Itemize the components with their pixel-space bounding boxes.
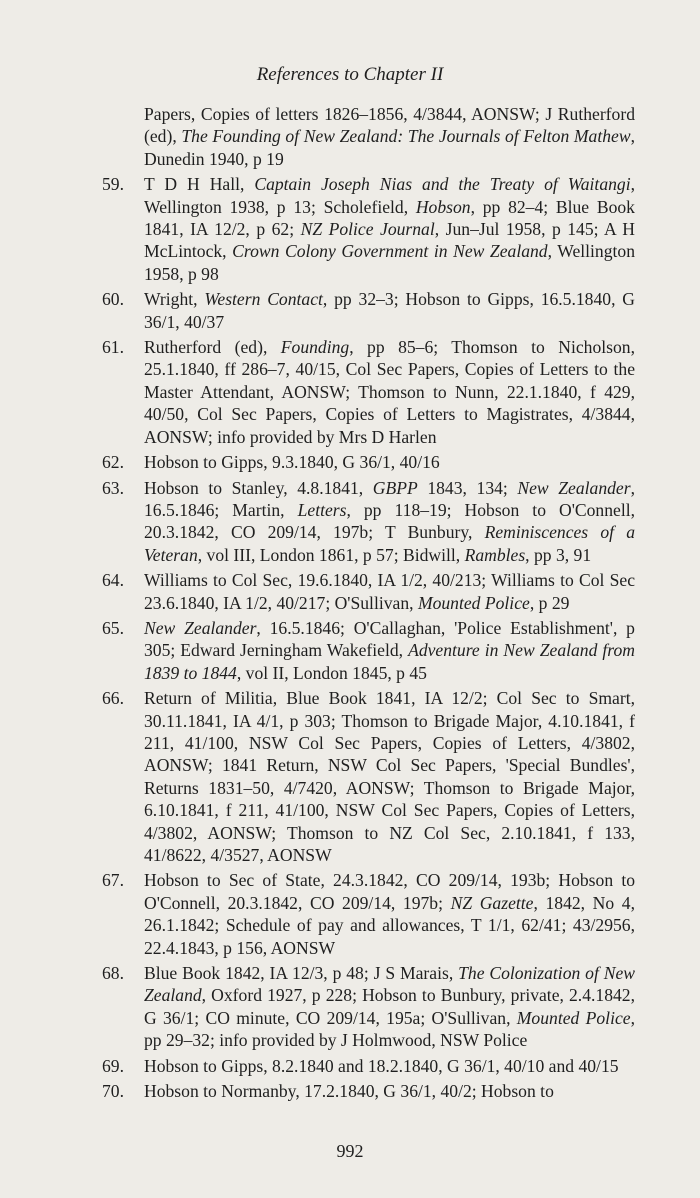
reference-text [144, 336, 635, 448]
reference-segment: Wright, [144, 289, 205, 310]
reference-entry [97, 569, 635, 614]
reference-segment: Williams to Col Sec, 19.6.1840, IA 1/2, 40/213; Williams to Col Sec 23.6.1840, IA 1/2, 40/217; O'Sullivan, [144, 570, 635, 613]
reference-text [144, 288, 635, 333]
reference-text [144, 617, 635, 684]
italic-title: The Colonization of New Zealand [144, 963, 635, 1006]
reference-segment: , Dunedin 1940, p 19 [144, 126, 635, 169]
reference-segment: , Jun–Jul 1958, p 145; A H McLintock, [144, 219, 635, 262]
italic-title: Reminiscences of a Veteran [144, 522, 635, 565]
reference-text [144, 103, 635, 170]
reference-segment: , pp 82–4; Blue Book 1841, IA 12/2, p 62; [144, 196, 635, 240]
page-number: 992 [336, 1141, 364, 1161]
reference-entry [97, 451, 635, 473]
reference-segment: , pp 32–3; Hobson to Gipps, 16.5.1840, G 36/1, 40/37 [144, 289, 635, 332]
reference-number: 62. [102, 452, 124, 473]
reference-entry [97, 617, 635, 684]
italic-title: New Zealander [144, 617, 257, 638]
italic-title: Mounted Police [417, 592, 530, 613]
reference-segment: , 16.5.1846; Martin, [144, 477, 635, 520]
reference-number: 68. [102, 963, 124, 984]
reference-segment: Hobson to Gipps, 9.3.1840, G 36/1, 40/16 [144, 452, 440, 473]
reference-text [144, 1055, 635, 1077]
reference-segment: , 16.5.1846; O'Callaghan, 'Police Establishment', p 305; Edward Jerningham Wakefield, [144, 617, 635, 661]
reference-entry [97, 336, 635, 448]
reference-text [144, 569, 635, 614]
reference-entry [97, 173, 635, 285]
reference-segment: T D H Hall, [144, 174, 255, 195]
reference-segment: Hobson to Normanby, 17.2.1840, G 36/1, 40/2; Hobson to [144, 1081, 554, 1102]
reference-number: 64. [102, 570, 124, 591]
reference-entry [97, 687, 635, 866]
reference-segment: Hobson to Gipps, 8.2.1840 and 18.2.1840, G 36/1, 40/10 and 40/15 [144, 1055, 619, 1076]
italic-title: The Founding of New Zealand: The Journals of Felton Mathew [181, 126, 631, 147]
reference-text [144, 1080, 635, 1102]
reference-text [144, 477, 635, 567]
italic-title: Crown Colony Government in New Zealand [232, 241, 548, 262]
reference-text [144, 962, 635, 1052]
reference-number: 70. [102, 1081, 124, 1102]
reference-segment: Hobson to Stanley, 4.8.1841, [144, 477, 373, 498]
reference-segment: , pp 3, 91 [525, 544, 592, 565]
italic-title: Hobson [415, 196, 471, 217]
reference-number: 65. [102, 617, 124, 638]
italic-title: Captain Joseph Nias and the Treaty of Waitangi [254, 174, 631, 195]
reference-entry [97, 962, 635, 1052]
reference-number: 69. [102, 1055, 124, 1076]
italic-title: Founding [280, 337, 350, 358]
reference-segment: Blue Book 1842, IA 12/3, p 48; J S Marais, [144, 963, 459, 984]
italic-title: Rambles [464, 544, 526, 565]
page-title: References to Chapter II [256, 64, 444, 85]
reference-number: 60. [102, 289, 124, 310]
reference-list [97, 103, 635, 1102]
reference-segment: , vol II, London 1845, p 45 [236, 662, 427, 683]
reference-segment: , Oxford 1927, p 228; Hobson to Bunbury, private, 2.4.1842, G 36/1; CO minute, CO 209/14, 195a; O'Sullivan, [144, 985, 635, 1028]
reference-segment: , pp 118–19; Hobson to O'Connell, 20.3.1842, CO 209/14, 197b; T Bunbury, [144, 499, 635, 543]
reference-entry [97, 103, 635, 170]
reference-segment: , 1842, No 4, 26.1.1842; Schedule of pay and allowances, T 1/1, 62/41; 43/2956, 22.4.1843, p 156, AONSW [144, 892, 635, 958]
italic-title: Western Contact [204, 289, 323, 310]
reference-segment: , Wellington 1958, p 98 [144, 241, 635, 284]
reference-number: 67. [102, 870, 124, 891]
reference-segment: Return of Militia, Blue Book 1841, IA 12/2; Col Sec to Smart, 30.11.1841, IA 4/1, p 303; Thomson to Brigade Major, 4.10.1841, f 211, 41/100, NSW Col Sec Papers, Copies of Letters, 4/3802, AONSW; 1841 Return, NSW Col Sec Papers, 'Special Bundles', Returns 1831–50, 4/7420, AONSW; Thomson to Brigade Major, 6.10.1841, f 211, 41/100, NSW Col Sec Papers, Copies of Letters, 4/3802, AONSW; Thomson to NZ Col Sec, 2.10.1841, f 133, 41/8622, 4/3527, AONSW [144, 688, 635, 865]
reference-number: 66. [102, 688, 124, 709]
reference-segment: , vol III, London 1861, p 57; Bidwill, [197, 544, 465, 565]
reference-entry [97, 288, 635, 333]
reference-number: 61. [102, 337, 124, 358]
reference-segment: 1843, 134; [417, 477, 518, 498]
italic-title: Letters [297, 499, 347, 520]
reference-entry [97, 477, 635, 567]
reference-text [144, 869, 635, 959]
reference-entry [97, 1080, 635, 1102]
reference-segment: Papers, Copies of letters 1826–1856, 4/3844, AONSW; J Rutherford (ed), [144, 104, 635, 147]
reference-segment: , pp 29–32; info provided by J Holmwood, NSW Police [144, 1007, 635, 1051]
italic-title: Adventure in New Zealand from 1839 to 1844 [144, 640, 635, 683]
reference-entry [97, 869, 635, 959]
reference-segment: , Wellington 1938, p 13; Scholefield, [144, 174, 635, 217]
reference-segment: , p 29 [529, 592, 570, 613]
reference-text [144, 687, 635, 866]
reference-number: 59. [102, 174, 124, 195]
italic-title: Mounted Police [516, 1007, 631, 1028]
reference-entry [97, 1055, 635, 1077]
reference-text [144, 451, 635, 473]
italic-title: GBPP [372, 477, 418, 498]
reference-text [144, 173, 635, 285]
reference-segment: , pp 85–6; Thomson to Nicholson, 25.1.1840, ff 286–7, 40/15, Col Sec Papers, Copies of Letters to the Master Attendant, AONSW; Thomson to Nunn, 22.1.1840, f 429, 40/50, Col Sec Papers, Copies of Letters to Magistrates, 4/3844, AONSW; info provided by Mrs D Harlen [144, 337, 636, 447]
reference-number: 63. [102, 477, 124, 498]
italic-title: NZ Police Journal [300, 219, 435, 240]
italic-title: NZ Gazette [450, 892, 534, 913]
italic-title: New Zealander [517, 477, 631, 498]
reference-segment: Rutherford (ed), [144, 337, 281, 358]
reference-segment: Hobson to Sec of State, 24.3.1842, CO 209/14, 193b; Hobson to O'Connell, 20.3.1842, CO 209/14, 197b; [144, 870, 635, 913]
